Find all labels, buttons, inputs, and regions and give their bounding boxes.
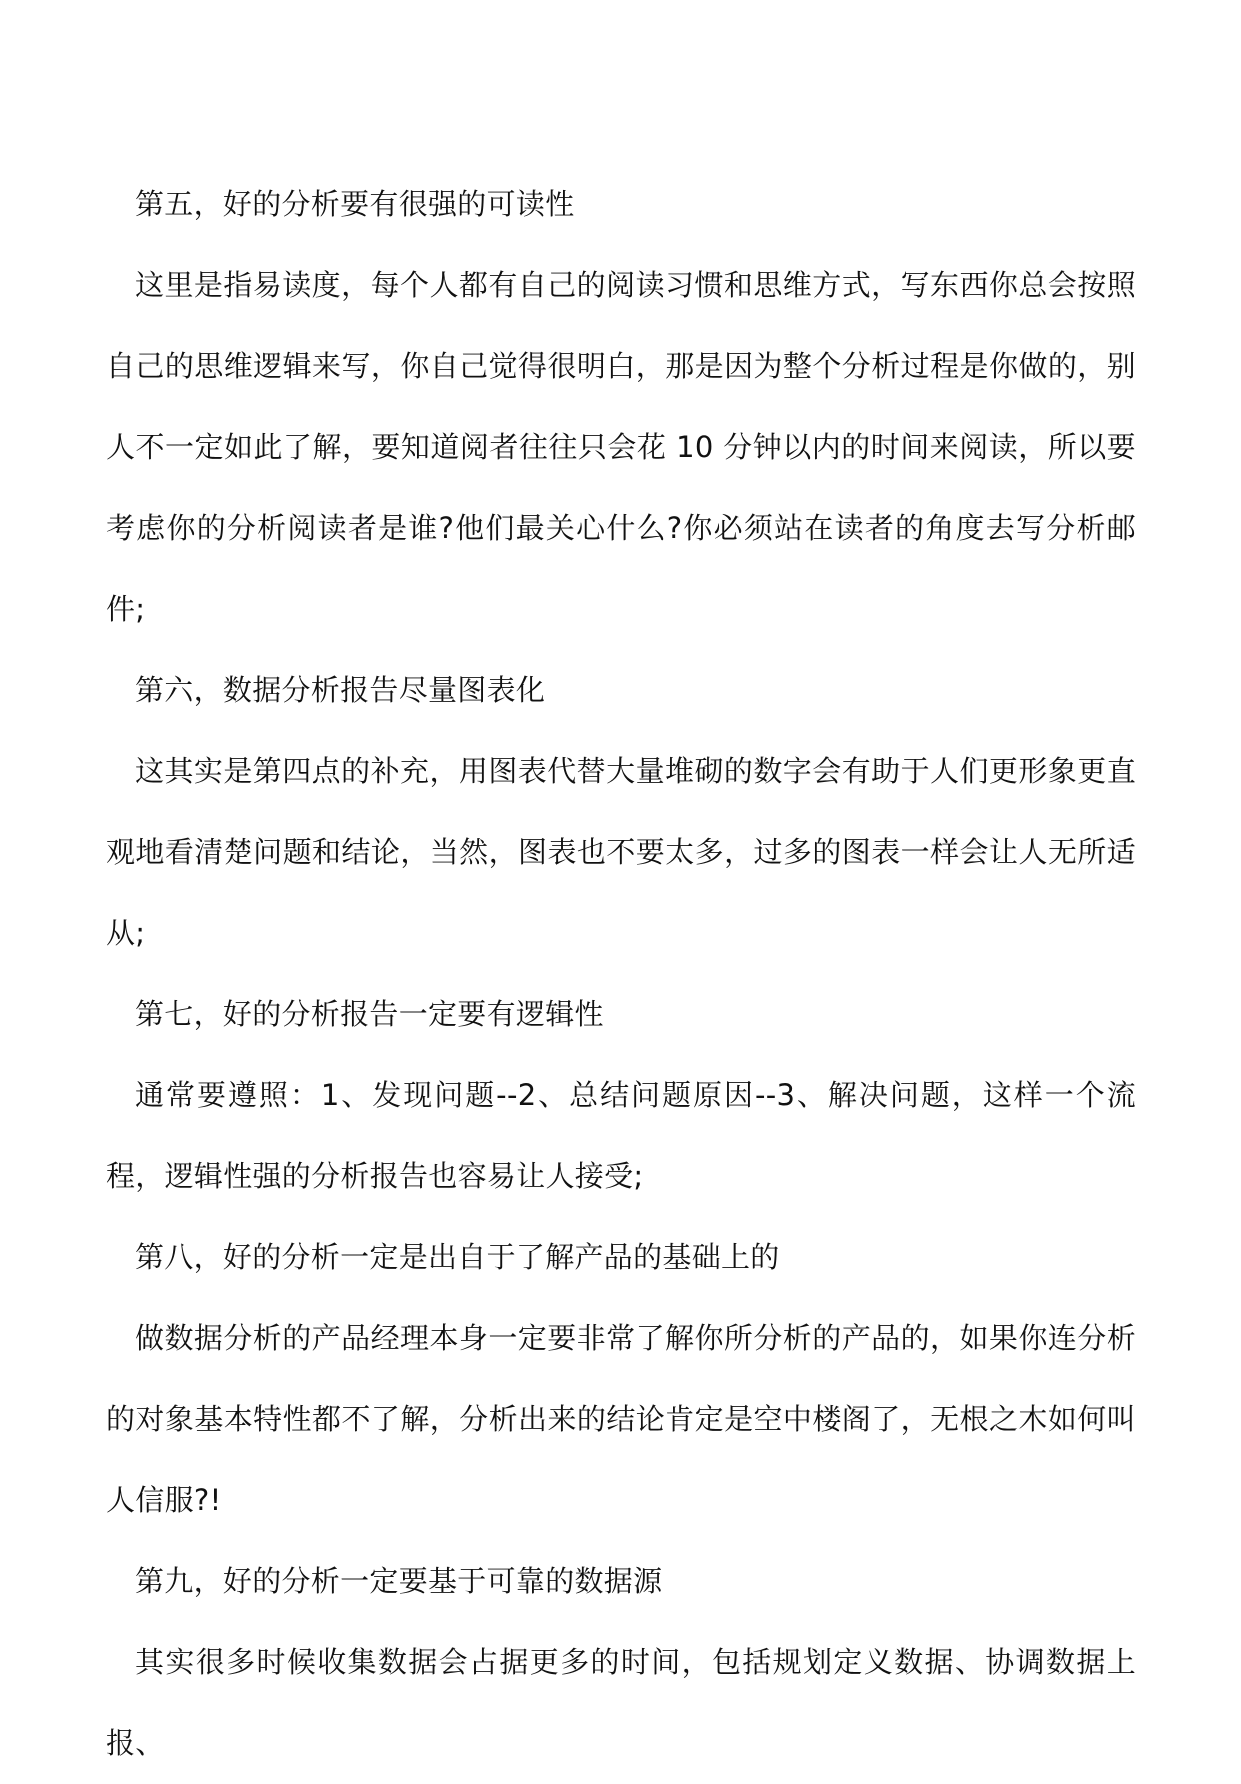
section-body-7: 通常要遵照：1、发现问题--2、总结问题原因--3、解决问题，这样一个流程，逻辑性强的分析报告也容易让人接受; [106,1078,1136,1193]
section-heading-6: 第六，数据分析报告尽量图表化 [135,673,546,707]
section-body-5: 这里是指易读度，每个人都有自己的阅读习惯和思维方式，写东西你总会按照自己的思维逻辑来写，你自己觉得很明白，那是因为整个分析过程是你做的，别人不一定如此了解，要知道阅者往往只会花 10 分钟以内的时间来阅读，所以要考虑你的分析阅读者是谁?他们最关心什么?你必须站在读者的角度去写分析邮件; [106,268,1136,626]
section-heading-5: 第五，好的分析要有很强的可读性 [135,187,575,221]
section-heading-8: 第八，好的分析一定是出自于了解产品的基础上的 [135,1240,780,1274]
document-body [106,164,1136,1784]
section-body-6: 这其实是第四点的补充，用图表代替大量堆砌的数字会有助于人们更形象更直观地看清楚问题和结论，当然，图表也不要太多，过多的图表一样会让人无所适从; [106,754,1136,950]
section-body-8: 做数据分析的产品经理本身一定要非常了解你所分析的产品的，如果你连分析的对象基本特性都不了解，分析出来的结论肯定是空中楼阁了，无根之木如何叫人信服?! [106,1321,1136,1517]
section-heading-9: 第九，好的分析一定要基于可靠的数据源 [135,1564,663,1598]
section-heading-7: 第七，好的分析报告一定要有逻辑性 [135,997,604,1031]
section-body-9: 其实很多时候收集数据会占据更多的时间，包括规划定义数据、协调数据上报、 [106,1645,1136,1760]
